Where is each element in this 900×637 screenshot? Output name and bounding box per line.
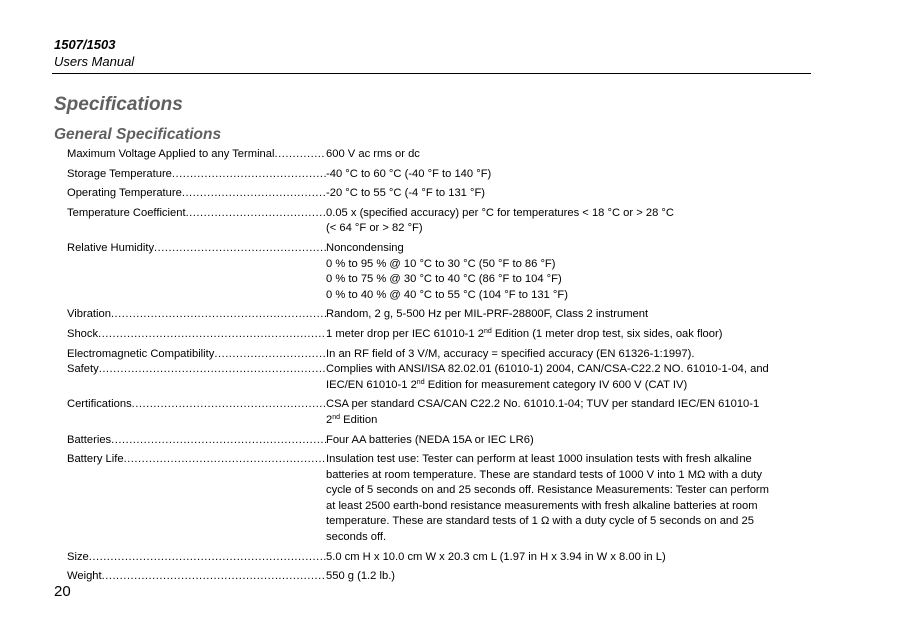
spec-label: Electromagnetic Compatibility ..... [67,347,326,363]
spec-value: CSA per standard CSA/CAN C22.2 No. 61010.1-04; TUV per standard IEC/EN 61010-1 2nd Edition [326,398,760,426]
subsection-title: General Specifications [54,126,222,143]
spec-label: Relative Humidity ..... [67,241,326,257]
spec-value: Random, 2 g, 5-500 Hz per MIL-PRF-28800F, Class 2 instrument [326,308,649,321]
spec-row-size [67,550,817,566]
spec-label: Operating Temperature ..... [67,186,326,202]
spec-value: Four AA batteries (NEDA 15A or IEC LR6) [326,433,534,446]
spec-row-certifications [67,397,817,428]
spec-label: Maximum Voltage Applied to any Terminal ..... [67,147,326,163]
spec-value: Insulation test use: Tester can perform at least 1000 insulation tests with fresh alkaline batteries at room temperature. These are standard tests of 1000 V into 1 MΩ with a duty cycle of 5 seconds on and 25 seconds off. Resistance Measurements: Tester can perform at least 2500 earth-bond resistance measurements with fresh alkaline batteries at room temperature. These are standard tests of 1 Ω with a duty cycle of 5 seconds on and 25 seconds off. [326,453,769,544]
spec-row-vibration [67,307,817,323]
spec-label: Shock ..... [67,327,326,343]
spec-row-weight [67,569,817,585]
spec-value: Noncondensing 0 % to 95 % @ 10 °C to 30 °C (50 °F to 86 °F) 0 % to 75 % @ 30 °C to 40 °C (86 °F to 104 °F) 0 % to 40 % @ 40 °C to 55 °C (104 °F to 131 °F) [326,241,568,301]
spec-value: 550 g (1.2 lb.) [326,570,396,583]
spec-list [67,147,817,585]
spec-row-safety [67,362,817,393]
spec-label: Battery Life ..... [67,452,326,468]
page-number: 20 [54,583,71,600]
spec-row-storage-temperature [67,167,817,183]
model-number: 1507/1503 [54,37,116,52]
spec-label: Weight ..... [67,569,326,585]
spec-row-operating-temperature [67,186,817,202]
header-divider [52,73,811,74]
spec-value: -20 °C to 55 °C (-4 °F to 131 °F) [326,187,486,200]
section-title: Specifications [54,94,183,115]
spec-value: 600 V ac rms or dc [326,148,420,160]
spec-value: 1 meter drop per IEC 61010-1 2nd Edition (1 meter drop test, six sides, oak floor) [326,327,723,340]
spec-value: -40 °C to 60 °C (-40 °F to 140 °F) [326,167,492,180]
spec-label: Batteries ..... [67,433,326,449]
spec-row-battery-life [67,452,817,546]
spec-label: Temperature Coefficient ..... [67,206,326,222]
running-header [54,36,134,70]
spec-row-max-voltage [67,147,817,163]
spec-value: 5.0 cm H x 10.0 cm W x 20.3 cm L (1.97 in H x 3.94 in W x 8.00 in L) [326,550,666,563]
spec-row-emc [67,347,817,363]
spec-value: In an RF field of 3 V/M, accuracy = specified accuracy (EN 61326-1:1997). [326,347,695,360]
spec-row-temperature-coefficient [67,206,817,237]
spec-label: Certifications ..... [67,397,326,413]
spec-label: Safety ..... [67,362,326,378]
spec-value: Complies with ANSI/ISA 82.02.01 (61010-1) 2004, CAN/CSA-C22.2 NO. 61010-1-04, and IEC/EN 61010-1 2nd Edition for measurement category IV 600 V (CAT IV) [326,363,769,391]
spec-label: Vibration ..... [67,307,326,323]
manual-title: Users Manual [54,54,135,69]
spec-row-batteries [67,433,817,449]
spec-row-shock [67,327,817,343]
spec-label: Storage Temperature ..... [67,167,326,183]
spec-row-relative-humidity [67,241,817,303]
spec-label: Size ..... [67,550,326,566]
spec-value: 0.05 x (specified accuracy) per °C for temperatures < 18 °C or > 28 °C (< 64 °F or > 82 °F) [326,206,674,235]
